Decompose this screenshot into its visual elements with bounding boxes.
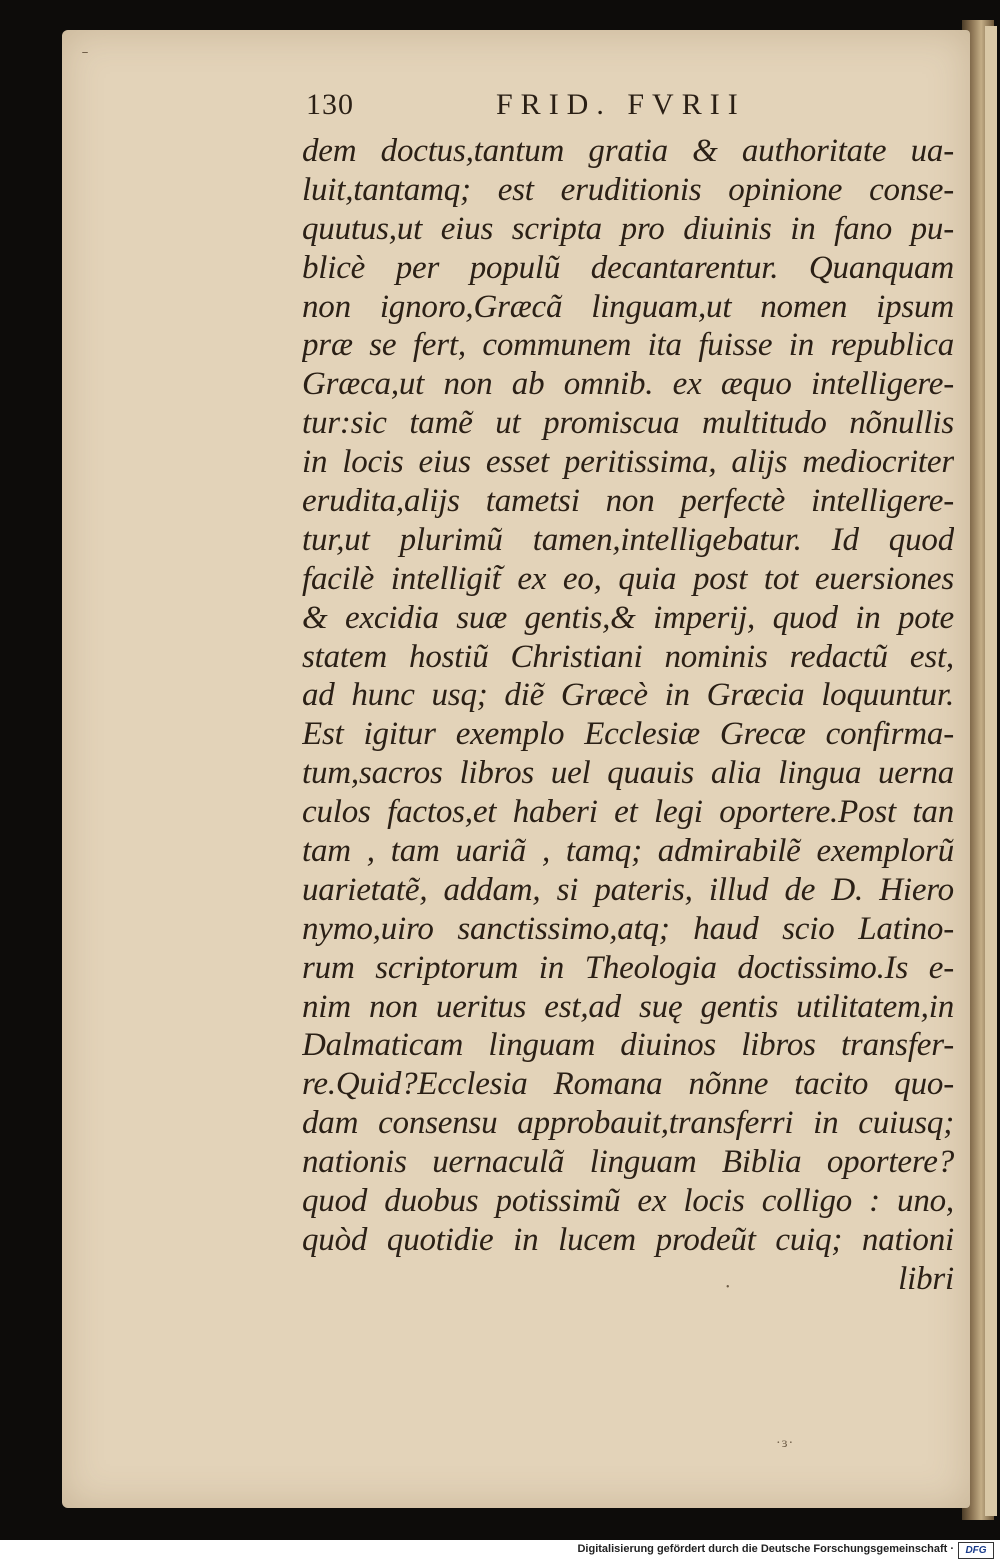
- text-line: rum scriptorum in Theologia doctissimo.Is e-: [302, 949, 954, 986]
- page-header: [306, 88, 946, 128]
- text-line: Græca,ut non ab omnib. ex æquo intelligere-: [302, 366, 954, 403]
- text-line: præ se fert, communem ita fuisse in republica: [302, 327, 954, 364]
- funding-credit: Digitalisierung gefördert durch die Deutsche Forschungsgemeinschaft ·: [577, 1543, 954, 1555]
- text-line: tam , tam uariã , tamq; admirabilẽ exemplorũ: [302, 833, 954, 870]
- text-line: ad hunc usq; diẽ Græcè in Græcia loquuntur.: [302, 677, 954, 714]
- page-dot: •: [726, 1282, 730, 1293]
- text-line: re.Quid?Ecclesia Romana nõnne tacito quo-: [302, 1066, 954, 1103]
- text-line: in locis eius esset peritissima, alijs mediocriter: [302, 444, 954, 481]
- text-line: Dalmaticam linguam diuinos libros transfer-: [302, 1027, 954, 1064]
- text-line: dem doctus,tantum gratia & authoritate ua-: [302, 133, 954, 169]
- text-line: Est igitur exemplo Ecclesiæ Grecæ confirma-: [302, 716, 954, 753]
- text-line: tur:sic tamẽ ut promiscua multitudo nõnullis: [302, 405, 954, 442]
- text-line: quutus,ut eius scripta pro diuinis in fano pu-: [302, 210, 954, 247]
- text-line: quòd quotidie in lucem prodeũt cuiq; nationi: [302, 1221, 954, 1258]
- text-line: facilè intelligit̃ ex eo, quia post tot euersiones: [302, 560, 954, 597]
- running-head: FRID. FVRII: [496, 88, 746, 121]
- page-number: 130: [306, 88, 354, 121]
- catchword: libri: [898, 1260, 954, 1297]
- text-line: statem hostiũ Christiani nominis redactũ est,: [302, 638, 954, 675]
- text-line: dam consensu approbauit,transferri in cuiusq;: [302, 1105, 954, 1142]
- book-page-edge-highlight: [985, 26, 997, 1516]
- page-speck: ˗: [82, 40, 88, 60]
- text-line: uarietatẽ, addam, si pateris, illud de D. Hiero: [302, 871, 954, 908]
- page-smudge: ·ɜ·: [776, 1436, 795, 1451]
- text-line: culos factos,et haberi et legi oportere.Post tan: [302, 794, 954, 831]
- text-line: non ignoro,Græcã linguam,ut nomen ipsum: [302, 288, 954, 325]
- text-line: nymo,uiro sanctissimo,atq; haud scio Latino-: [302, 910, 954, 947]
- body-text: [302, 132, 954, 1299]
- text-line: nim non ueritus est,ad suę gentis utilitatem,in: [302, 988, 954, 1025]
- text-line: nationis uernaculã linguam Biblia oportere?: [302, 1144, 954, 1181]
- dfg-logo: DFG: [958, 1542, 994, 1559]
- text-line: tum,sacros libros uel quauis alia lingua uerna: [302, 755, 954, 792]
- footer-bar: [0, 1540, 1000, 1560]
- text-line: erudita,alijs tametsi non perfectè intelligere-: [302, 483, 954, 520]
- text-line: luit,tantamq; est eruditionis opinione conse-: [302, 171, 954, 208]
- text-line: blicè per populũ decantarentur. Quanquam: [302, 249, 954, 286]
- text-line: & excidia suæ gentis,& imperij, quod in pote: [302, 599, 954, 636]
- text-line: tur,ut plurimũ tamen,intelligebatur. Id quod: [302, 521, 954, 558]
- text-line: quod duobus potissimũ ex locis colligo : uno,: [302, 1183, 954, 1220]
